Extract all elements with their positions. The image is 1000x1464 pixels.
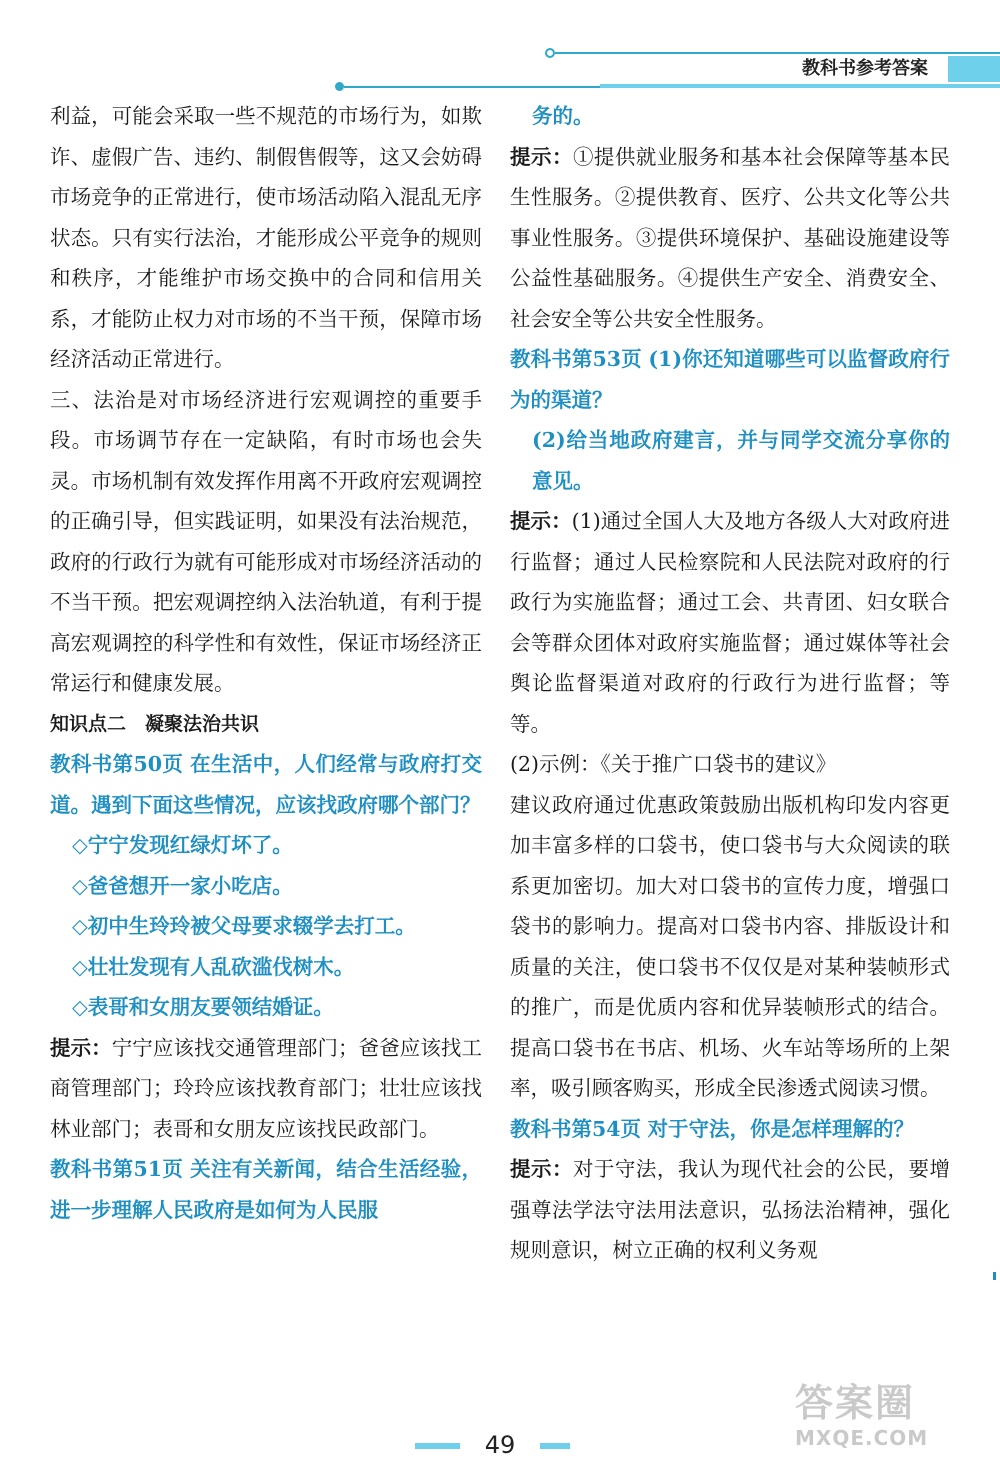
header-line-top	[555, 52, 1000, 54]
footer-deco-left	[415, 1443, 460, 1449]
question-54-hint	[510, 1149, 950, 1271]
hint-label: 提示：	[50, 1035, 112, 1060]
hint-text: 对于守法，我认为现代社会的公民，要增强尊法学法守法用法意识，弘扬法治精神，强化规则意识，树立正确的权利义务观	[510, 1157, 951, 1262]
watermark	[795, 1380, 985, 1458]
right-column	[510, 96, 950, 1271]
question-50-bullet: ◇壮壮发现有人乱砍滥伐树木。	[72, 954, 355, 979]
page-number: 49	[484, 1431, 516, 1459]
watermark-logo: 答案圈	[795, 1381, 916, 1425]
hint-text: ①提供就业服务和基本社会保障等基本民生性服务。②提供教育、医疗、公共文化等公共事业性服务。③提供环境保护、基础设施建设等公益性基础服务。④提供生产安全、消费安全、社会安全等公共安全性服务。	[510, 144, 951, 331]
question-50	[50, 744, 482, 825]
header-line-bottom	[344, 86, 600, 88]
hint-label: 提示：	[510, 144, 573, 169]
left-continued-text: 利益，可能会采取一些不规范的市场行为，如欺诈、虚假广告、违约、制假售假等，这又会妨碍市场竞争的正常进行，使市场活动陷入混乱无序状态。只有实行法治，才能形成公平竞争的规则和秩序，才能维护市场交换中的合同和信用关系，才能防止权力对市场的不当干预，保障市场经济活动正常进行。	[50, 104, 482, 371]
margin-mark	[993, 1272, 996, 1280]
question-50-bullet: ◇爸爸想开一家小吃店。	[72, 873, 293, 898]
question-51	[50, 1149, 482, 1230]
question-53-part-2: (2)给当地政府建言，并与同学交流分享你的意见。	[532, 428, 950, 493]
watermark-url: MXQE.COM	[795, 1426, 929, 1450]
page-header	[0, 0, 1000, 100]
left-column	[50, 96, 482, 1230]
hint-label: 提示：	[510, 509, 572, 533]
question-54	[510, 1109, 950, 1150]
question-53	[510, 339, 950, 420]
header-title: 教科书参考答案	[802, 58, 928, 79]
question-51-text: 关注有关新闻，结合生活经验，进一步理解人民政府是如何为人民服	[50, 1157, 482, 1222]
question-50-bullet: ◇初中生玲玲被父母要求辍学去打工。	[72, 914, 416, 938]
question-53-hint	[510, 501, 950, 744]
section-heading: 知识点二 凝聚法治共识	[50, 712, 260, 735]
question-50-label: 教科书第50页	[50, 752, 184, 776]
header-ring-dot	[545, 48, 555, 58]
header-stripe	[600, 84, 1000, 88]
question-53-part-1: (1)你还知道哪些可以监督政府行为的渠道？	[510, 347, 950, 412]
question-50-hint	[50, 1028, 482, 1150]
question-51-label: 教科书第51页	[50, 1157, 184, 1181]
question-54-label: 教科书第54页	[510, 1116, 642, 1141]
footer-deco-right	[540, 1443, 570, 1449]
question-50-bullet: ◇表哥和女朋友要领结婚证。	[72, 995, 334, 1019]
question-54-text: 对于守法，你是怎样理解的？	[647, 1116, 915, 1141]
question-51-hint	[510, 137, 950, 340]
question-53-suggestion: 建议政府通过优惠政策鼓励出版机构印发内容更加丰富多样的口袋书，使口袋书与大众阅读的联系更加密切。加大对口袋书的宣传力度，增强口袋书的影响力。提高对口袋书内容、排版设计和质量的关注，使口袋书不仅仅是对某种装帧形式的推广，而是优质内容和优异装帧形式的结合。提高口袋书在书店、机场、火车站等场所的上架率，吸引顾客购买，形成全民渗透式阅读习惯。	[510, 792, 950, 1100]
hint-text: (1)通过全国人大及地方各级人大对政府进行监督；通过人民检察院和人民法院对政府的行政行为实施监督；通过工会、共青团、妇女联合会等群众团体对政府实施监督；通过媒体等社会舆论监督渠道对政府的行政行为进行监督；等等。	[510, 509, 951, 736]
question-53-label: 教科书第53页	[510, 347, 642, 371]
question-50-text: 在生活中，人们经常与政府打交道。遇到下面这些情况，应该找政府哪个部门？	[50, 752, 482, 817]
header-dot	[335, 82, 344, 91]
question-53-example: (2)示例：《关于推广口袋书的建议》	[510, 752, 837, 776]
question-50-bullet: ◇宁宁发现红绿灯坏了。	[72, 833, 293, 857]
header-tab	[948, 56, 1000, 82]
left-point-three: 三、法治是对市场经济进行宏观调控的重要手段。市场调节存在一定缺陷，有时市场也会失灵。市场机制有效发挥作用离不开政府宏观调控的正确引导，但实践证明，如果没有法治规范，政府的行政行为就有可能形成对市场经济活动的不当干预。把宏观调控纳入法治轨道，有利于提高宏观调控的科学性和有效性，保证市场经济正常运行和健康发展。	[50, 387, 482, 695]
hint-label: 提示：	[510, 1157, 573, 1181]
question-51-continued: 务的。	[532, 104, 594, 128]
hint-text: 宁宁应该找交通管理部门；爸爸应该找工商管理部门；玲玲应该找教育部门；壮壮应该找林业部门；表哥和女朋友应该找民政部门。	[50, 1035, 483, 1141]
